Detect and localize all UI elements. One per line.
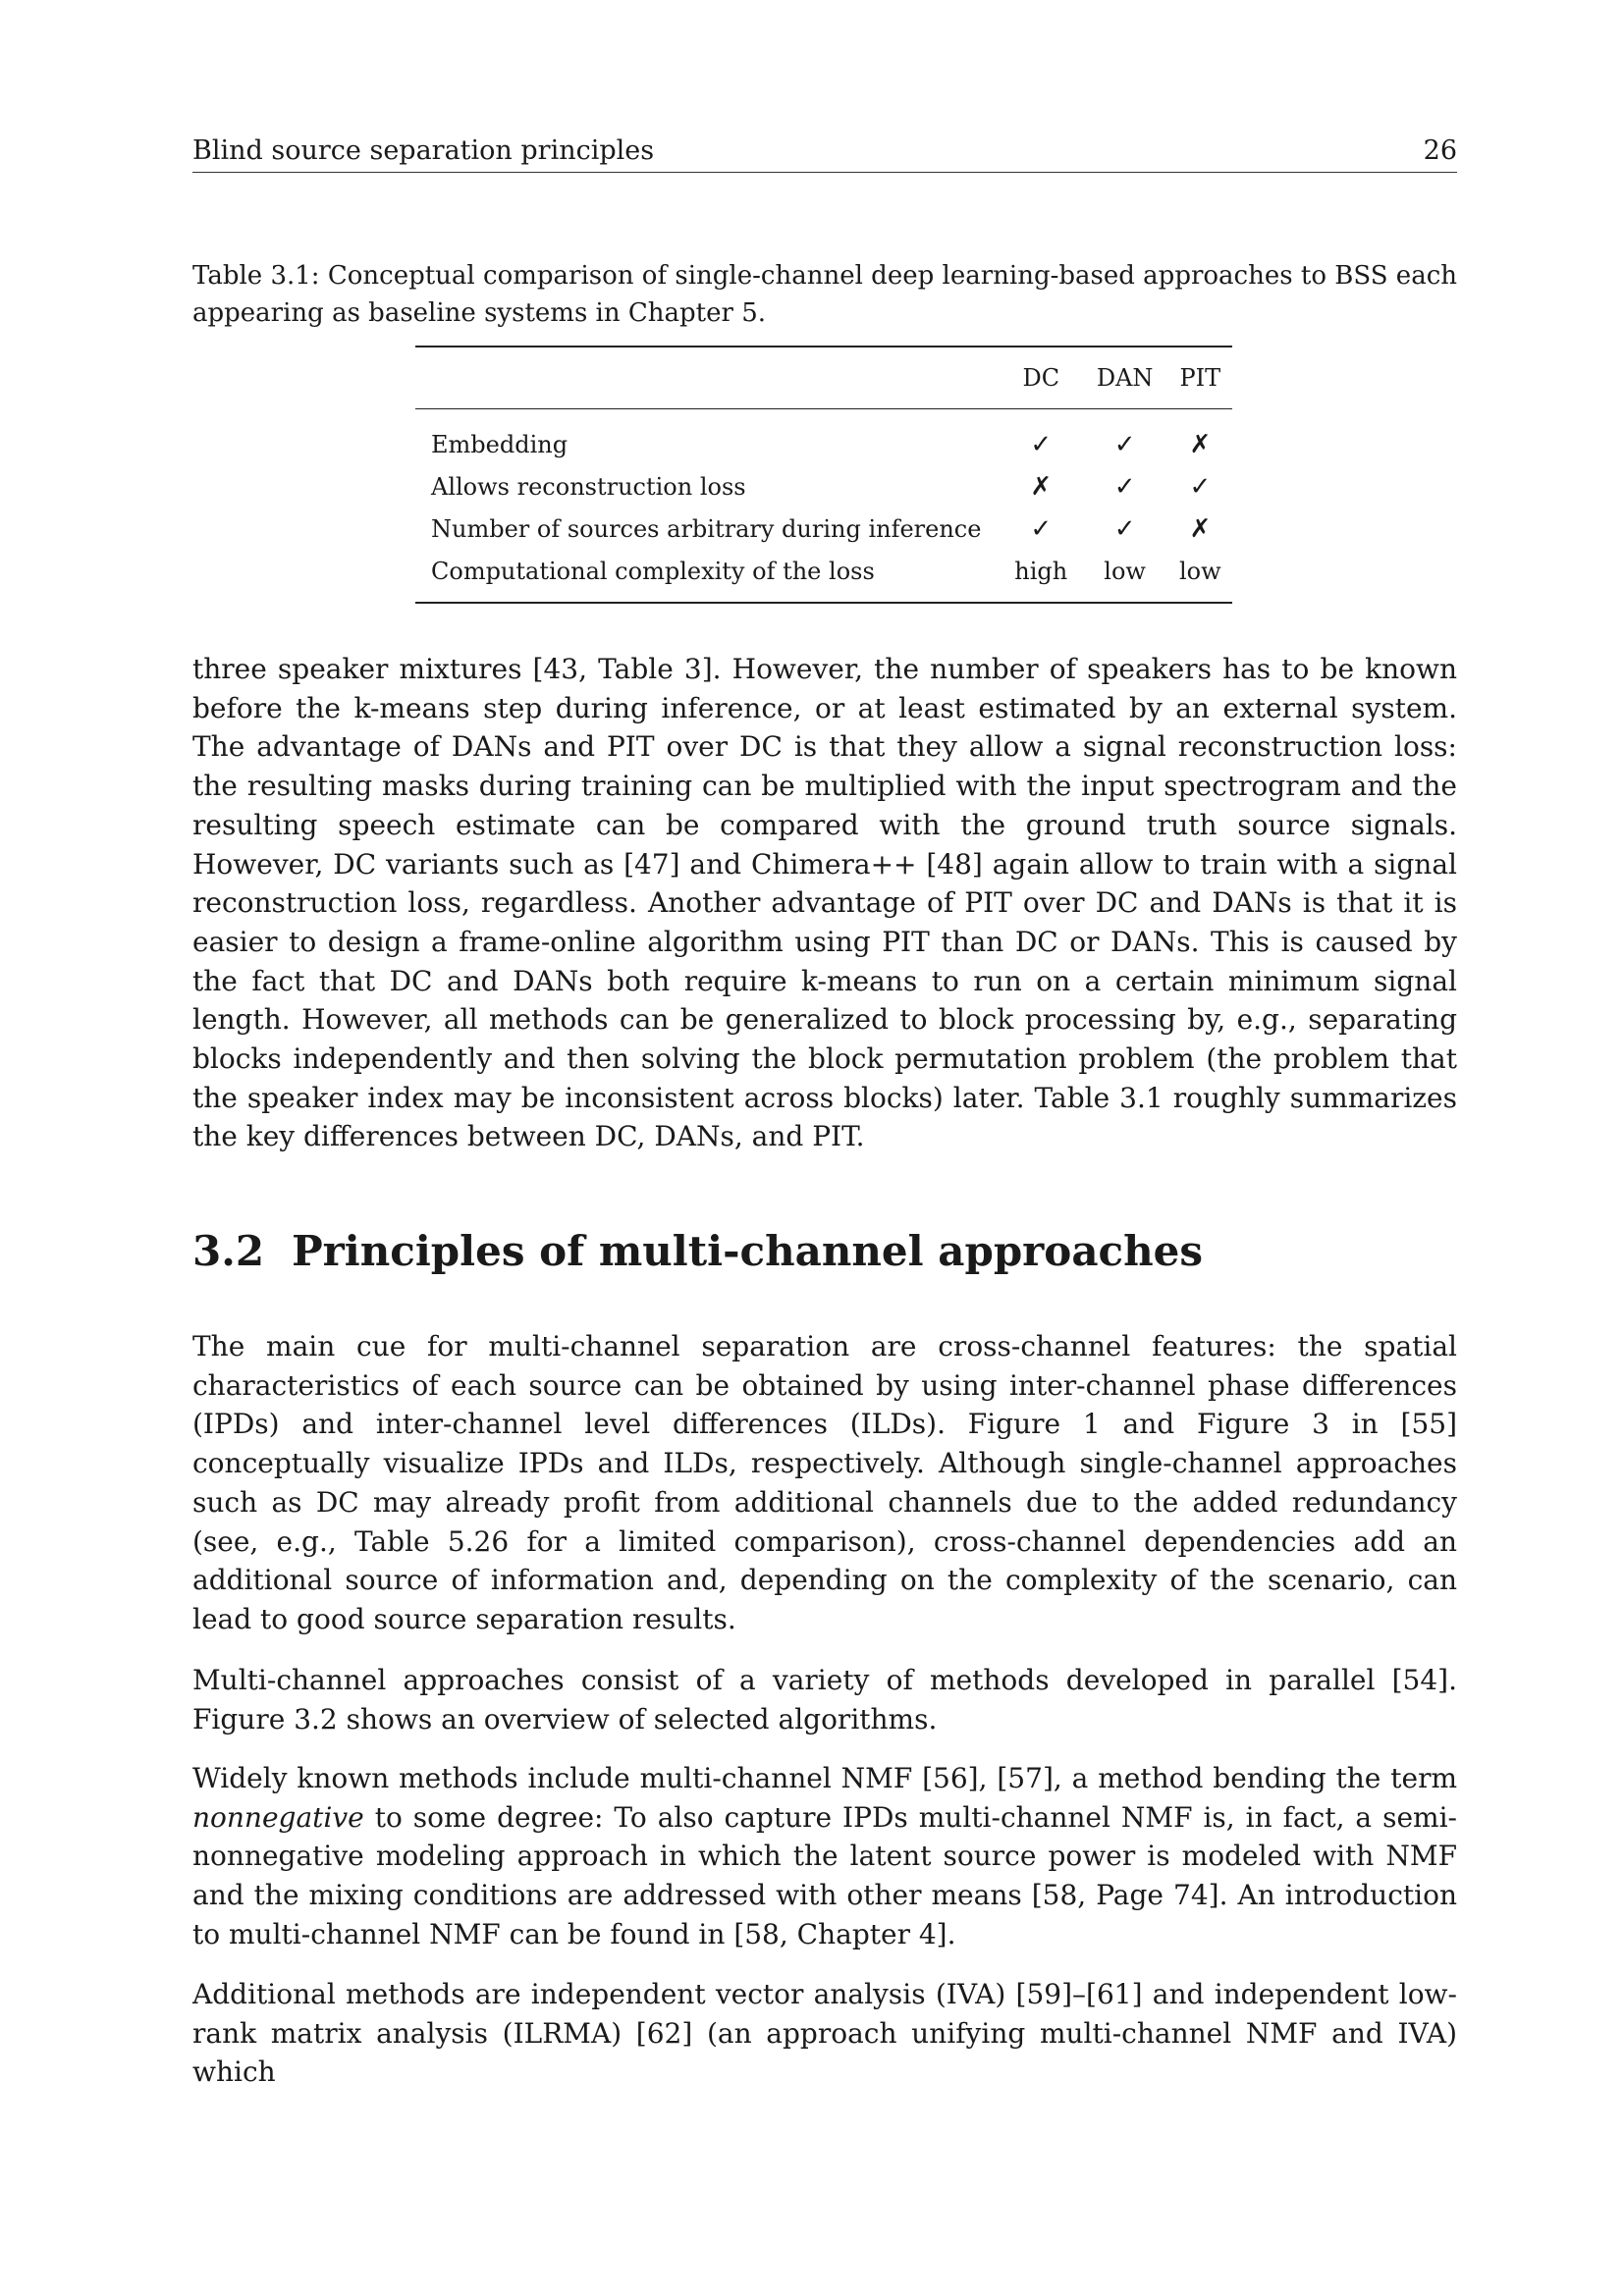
- table-cell: low: [1104, 557, 1146, 585]
- cross-icon: ✗: [1030, 471, 1053, 502]
- table-header-pit: PIT: [1179, 364, 1221, 392]
- table-row: [415, 507, 1232, 550]
- row-label: Embedding: [431, 430, 568, 458]
- running-header: [192, 126, 1457, 173]
- paragraph-dc-dan-pit: three speaker mixtures [43, Table 3]. However, the number of speakers has to be known before the k-means step during inference, or at least estimated by an external system. The advantage of DANs and PIT over DC is that they allow a signal reconstruction loss: the resulting masks during training can be multiplied with the input spectrogram and the resulting speech estimate can be compared with the ground truth source signals. However, DC variants such as [47] and Chimera++ [48] again allow to train with a signal reconstruction loss, regardless. Another advantage of PIT over DC and DANs is that it is easier to design a frame-online algorithm using PIT than DC or DANs. This is caused by the fact that DC and DANs both require k-means to run on a certain minimum signal length. However, all methods can be generalized to block processing by, e.g., separating blocks independently and then solving the block permutation problem (the problem that the speaker index may be inconsistent across blocks) later. Table 3.1 roughly summarizes the key differences between DC, DANs, and PIT.: [192, 653, 1457, 1153]
- check-icon: ✓: [1030, 429, 1053, 459]
- paragraph-text: to some degree: To also capture IPDs multi-channel NMF is, in fact, a semi-nonnegative modeling approach in which the latent source power is modeled with NMF and the mixing conditions are addressed with other means [58, Page 74]. An introduction to multi-channel NMF can be found in [58, Chapter 4].: [192, 1800, 1457, 1950]
- table-row: [415, 465, 1232, 507]
- check-icon: ✓: [1189, 471, 1212, 502]
- paragraph-text: Widely known methods include multi-channel NMF [56], [57], a method bending the term: [192, 1762, 1457, 1794]
- comparison-table-wrapper: [415, 346, 1232, 604]
- cross-icon: ✗: [1189, 513, 1212, 544]
- section-title: Principles of multi-channel approaches: [292, 1227, 1204, 1275]
- table-cell: high: [1014, 557, 1068, 585]
- check-icon: ✓: [1113, 429, 1136, 459]
- cross-icon: ✗: [1189, 429, 1212, 459]
- section-number: 3.2: [192, 1227, 265, 1275]
- table-caption: Table 3.1: Conceptual comparison of single-channel deep learning-based approaches to BSS each appearing as baseline systems in Chapter 5.: [192, 261, 1457, 328]
- running-header-title: Blind source separation principles: [192, 135, 655, 166]
- table-header-dan: DAN: [1096, 364, 1154, 392]
- paragraph-multichannel-cues: The main cue for multi-channel separation are cross-channel features: the spatial characteristics of each source can be obtained by using inter-channel phase differences (IPDs) and inter-channel level differences (ILDs). Figure 1 and Figure 3 in [55] conceptually visualize IPDs and ILDs, respectively. Although single-channel approaches such as DC may already profit from additional channels due to the added redundancy (see, e.g., Table 5.26 for a limited comparison), cross-channel dependencies add an additional source of information and, depending on the complexity of the scenario, can lead to good source separation results.: [192, 1330, 1457, 1635]
- table-header-dc: DC: [1022, 364, 1060, 392]
- paragraph-multichannel-overview: Multi-channel approaches consist of a variety of methods developed in parallel [54]. Figure 3.2 shows an overview of selected algorithms.: [192, 1664, 1457, 1735]
- check-icon: ✓: [1113, 471, 1136, 502]
- section-heading: [192, 1227, 1457, 1275]
- page-number: 26: [1423, 135, 1457, 166]
- row-label: Number of sources arbitrary during inference: [431, 514, 982, 543]
- emphasized-term: nonnegative: [192, 1800, 364, 1834]
- check-icon: ✓: [1030, 513, 1053, 544]
- table-header-row: [415, 347, 1232, 409]
- table-cell: low: [1179, 557, 1221, 585]
- check-icon: ✓: [1113, 513, 1136, 544]
- row-label: Allows reconstruction loss: [431, 472, 746, 501]
- comparison-table: [415, 346, 1232, 604]
- paragraph-iva-ilrma: Additional methods are independent vector analysis (IVA) [59]–[61] and independent low-rank matrix analysis (ILRMA) [62] (an approach unifying multi-channel NMF and IVA) which: [192, 1978, 1457, 2089]
- row-label: Computational complexity of the loss: [431, 557, 875, 585]
- paragraph-multichannel-nmf: [192, 1759, 1457, 1954]
- table-row: [415, 550, 1232, 603]
- table-row: [415, 409, 1232, 466]
- table-header-empty: [415, 347, 1001, 409]
